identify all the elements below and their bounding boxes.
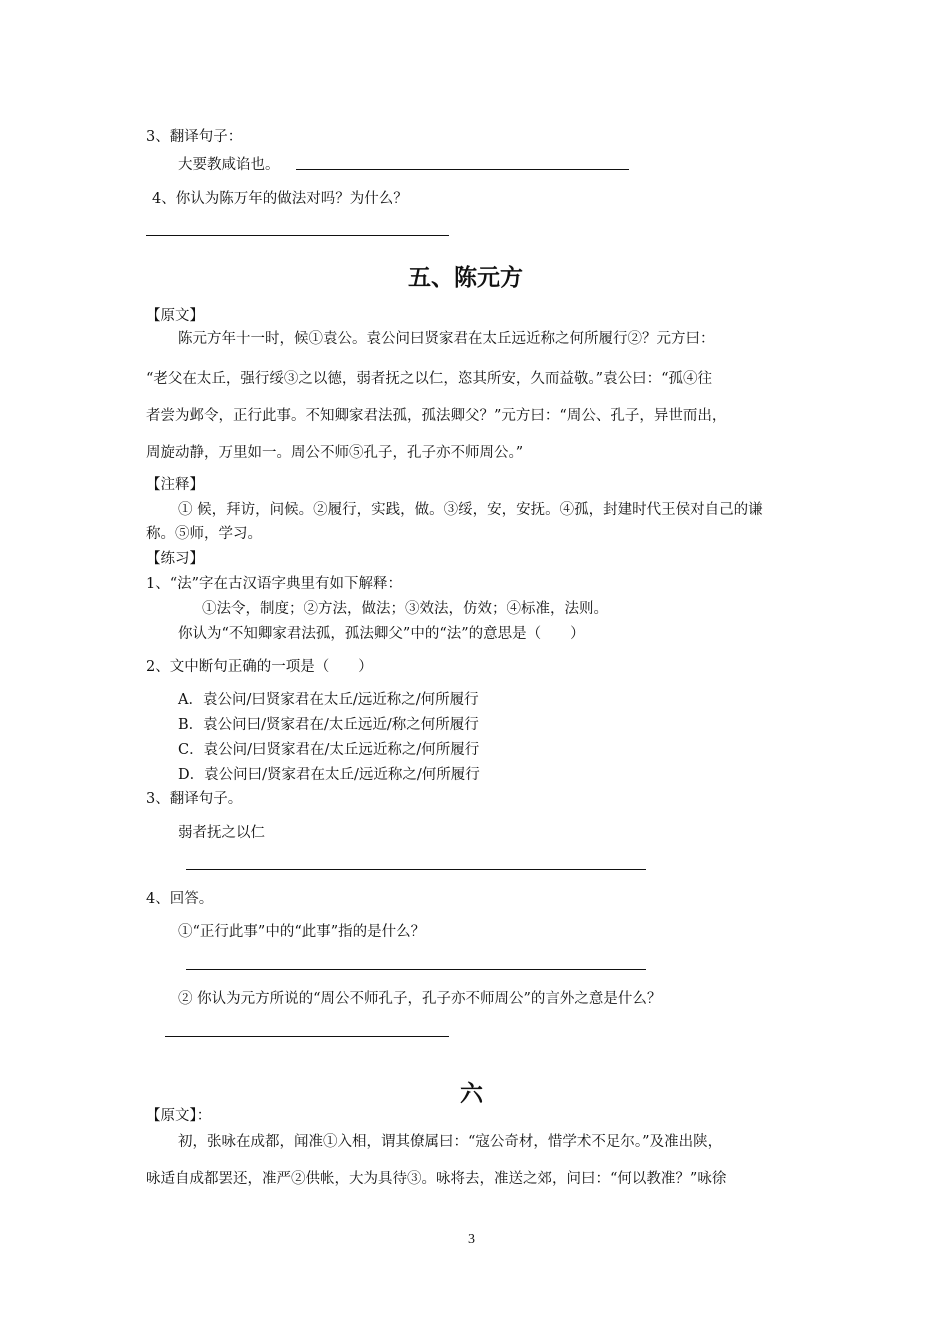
q3-sentence: 弱者抚之以仁 xyxy=(178,825,265,841)
notes-heading: 【注释】 xyxy=(146,477,204,493)
page-number: 3 xyxy=(468,1232,475,1247)
section-title: 六 xyxy=(460,1081,483,1107)
q2-option-c: C．袁公问/曰贤家君在/太丘远近称之/何所履行 xyxy=(178,742,480,758)
q2-option-a: A．袁公问/曰贤家君在太丘/远近称之/何所履行 xyxy=(178,692,479,708)
original-line: 初，张咏在成都，闻准①入相，谓其僚属曰：“寇公奇材，惜学术不足尔。”及准出陕， xyxy=(178,1134,723,1150)
q2-label: 2、文中断句正确的一项是（ ） xyxy=(146,659,373,675)
original-line: “老父在太丘，强行绥③之以德，弱者抚之以仁，恣其所安，久而益敬。”袁公曰：“孤④往 xyxy=(146,371,712,387)
prev-q4-label: 4、你认为陈万年的做法对吗？为什么？ xyxy=(152,191,408,207)
answer-line xyxy=(146,235,449,236)
answer-line xyxy=(296,169,629,170)
answer-line xyxy=(186,969,646,970)
original-line: 者尝为邺令，正行此事。不知卿家君法孤，孤法卿父？”元方曰：“周公、孔子，异世而出， xyxy=(146,408,727,424)
answer-line xyxy=(165,1036,449,1037)
q2-option-b: B．袁公问曰/贤家君在/太丘远近/称之何所履行 xyxy=(178,717,479,733)
exercise-heading: 【练习】 xyxy=(146,551,204,567)
q1-definitions: ①法令，制度；②方法，做法；③效法，仿效；④标准，法则。 xyxy=(202,601,608,617)
q4-sub1: ①“正行此事”中的“此事”指的是什么？ xyxy=(178,924,426,940)
q4-sub2: ② 你认为元方所说的“周公不师孔子，孔子亦不师周公”的言外之意是什么？ xyxy=(178,991,662,1007)
q3-label: 3、翻译句子。 xyxy=(146,791,243,807)
original-line: 周旋动静，万里如一。周公不师⑤孔子，孔子亦不师周公。” xyxy=(146,445,524,461)
original-line: 陈元方年十一时，候①袁公。袁公问曰贤家君在太丘远近称之何所履行②？元方曰： xyxy=(178,331,715,347)
notes-line: 称。⑤师，学习。 xyxy=(146,526,262,542)
q1-question: 你认为“不知卿家君法孤，孤法卿父”中的“法”的意思是（ ） xyxy=(178,626,585,642)
prev-q3-label: 3、翻译句子： xyxy=(146,129,243,145)
q4-label: 4、回答。 xyxy=(146,891,214,907)
q1-label: 1、“法”字在古汉语字典里有如下解释： xyxy=(146,576,403,592)
answer-line xyxy=(186,869,646,870)
original-heading: 【原文】 xyxy=(146,308,204,324)
notes-line: ① 候，拜访，问候。②履行，实践，做。③绥，安，安抚。④孤，封建时代王侯对自己的谦 xyxy=(178,502,763,518)
q2-option-d: D．袁公问曰/贤家君在太丘/远近称之/何所履行 xyxy=(178,767,480,783)
original-heading: 【原文】： xyxy=(146,1108,212,1124)
original-line: 咏适自成都罢还，准严②供帐，大为具待③。咏将去，准送之郊，问曰：“何以教准？”咏徐 xyxy=(146,1171,727,1187)
prev-q3-sentence: 大要教咸谄也。 xyxy=(178,157,280,173)
section-title: 五、陈元方 xyxy=(408,265,523,291)
